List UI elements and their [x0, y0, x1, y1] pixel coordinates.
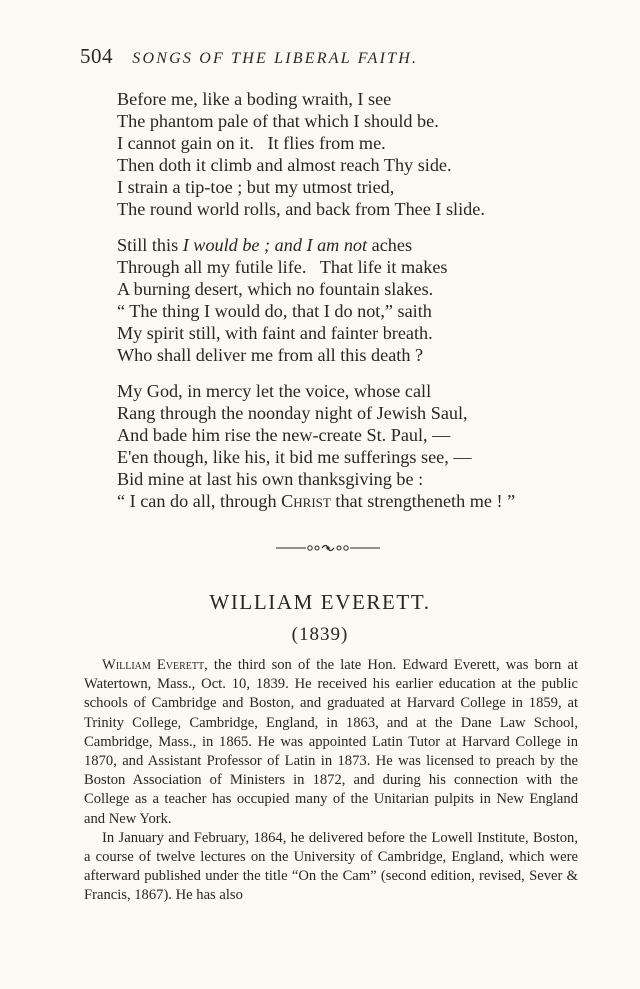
poem-line: Bid mine at last his own thanksgiving be : [117, 469, 424, 489]
stanza-2 [117, 234, 587, 366]
line-text: Still this [117, 235, 183, 255]
running-title: SONGS OF THE LIBERAL FAITH. [132, 50, 419, 67]
poem-line: I cannot gain on it. It flies from me. [117, 133, 386, 153]
poem [117, 88, 587, 526]
bio-paragraph [84, 656, 578, 829]
poem-line: The phantom pale of that which I should be. [117, 111, 439, 131]
bio-paragraph: In January and February, 1864, he delivered before the Lowell Institute, Boston, a course of twelve lectures on the University of Cambridge, England, which were afterward published under the title “On the Cam” (second edition, revised, Sever & Francis, 1867). He has also [84, 829, 578, 904]
poem-line: Then doth it climb and almost reach Thy side. [117, 155, 452, 175]
poem-line [117, 490, 587, 512]
poem-line: “ The thing I would do, that I do not,” saith [117, 301, 432, 321]
poem-line: Who shall deliver me from all this death ? [117, 345, 424, 365]
section-title: WILLIAM EVERETT. [209, 590, 431, 614]
poem-line: My spirit still, with faint and fainter breath. [117, 323, 433, 343]
section-divider-ornament [276, 541, 380, 555]
poem-line: Before me, like a boding wraith, I see [117, 89, 392, 109]
section-years: (1839) [291, 624, 349, 645]
stanza-3 [117, 380, 587, 512]
poem-line: A burning desert, which no fountain slakes. [117, 279, 434, 299]
stanza-1 [117, 88, 587, 220]
poem-line: The round world rolls, and back from Thee I slide. [117, 199, 485, 219]
poem-line: I strain a tip-toe ; but my utmost tried, [117, 177, 395, 197]
bio-text: , the third son of the late Hon. Edward Everett, was born at Watertown, Mass., Oct. 10, 1839. He received his earlier education at the public schools of Cambridge and Boston, and graduated at Harvard College in 1859, at Trinity College, Cambridge, England, in 1863, and at the Dane Law School, Cambridge, Mass., in 1865. He was appointed Latin Tutor at Harvard College in 1870, and Assistant Professor of Latin in 1873. He was licensed to preach by the Boston Association of Ministers in 1872, and during his connection with the College as a teacher has occupied many of the Unitarian pulpits in New England and New York. [84, 657, 578, 827]
small-caps-text: Christ [281, 491, 331, 511]
poem-line: Through all my futile life. That life it makes [117, 257, 448, 277]
poem-line: Rang through the noonday night of Jewish Saul, [117, 403, 468, 423]
page-header [80, 44, 500, 69]
bio-name: William Everett [102, 657, 205, 673]
emphasized-text: I would be ; and I am not [182, 235, 368, 255]
page-number: 504 [80, 44, 113, 68]
biography [84, 656, 578, 906]
poem-line [117, 234, 587, 256]
poem-line: My God, in mercy let the voice, whose call [117, 381, 432, 401]
line-text: “ I can do all, through [117, 491, 282, 511]
line-text: that strengtheneth me ! ” [330, 491, 516, 511]
poem-line: E'en though, like his, it bid me sufferings see, — [117, 447, 472, 467]
line-text: aches [367, 235, 413, 255]
poem-line: And bade him rise the new-create St. Paul, — [117, 425, 451, 445]
